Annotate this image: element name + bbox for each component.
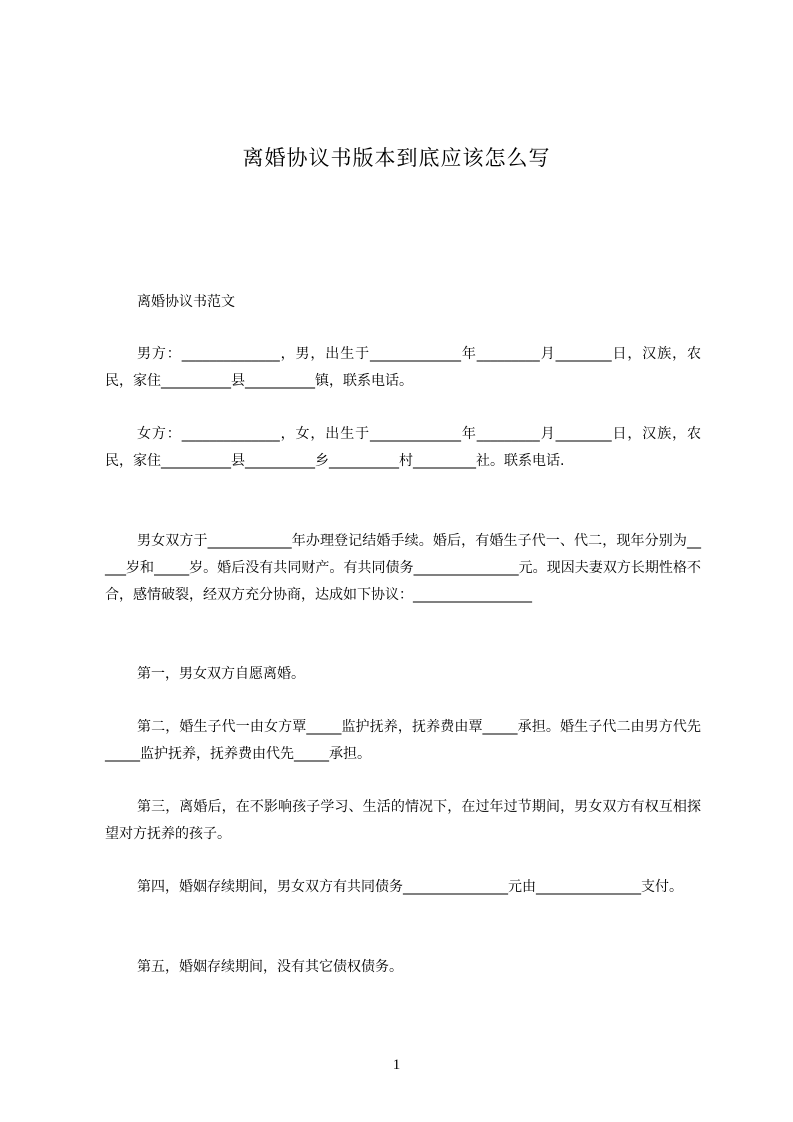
paragraph-male-party: 男方：______________，男，出生于_____________年_________月________日，汉族，农民，家住__________县__________镇，联系电话。 — [105, 346, 701, 389]
paragraph-article-3: 第三，离婚后，在不影响孩子学习、生活的情况下，在过年过节期间，男女双方有权互相探望对方抚养的孩子。 — [105, 799, 701, 842]
paragraph-female-party: 女方：______________，女，出生于_____________年_________月________日，汉族，农民，家住__________县__________乡__________村_________社。联系电话. — [105, 426, 701, 469]
page-number: 1 — [392, 1057, 401, 1073]
paragraph-article-4: 第四，婚姻存续期间，男女双方有共同债务_______________元由_______________支付。 — [137, 879, 683, 895]
paragraph-marriage-info: 男女双方于____________年办理登记结婚手续。婚后，有婚生子代一、代二，现年分别为_____岁和_____岁。婚后没有共同财产。有共同债务_______________元。现因夫妻双方长期性格不合，感情破裂，经双方充分协商，达成如下协议：_________________ — [105, 533, 701, 603]
paragraph-article-5: 第五，婚姻存续期间，没有其它债权债务。 — [137, 959, 403, 975]
document-title: 离婚协议书版本到底应该怎么写 — [242, 146, 551, 170]
paragraph-article-2: 第二，婚生子代一由女方覃_____监护抚养，抚养费由覃_____承担。婚生子代二由男方代先_____监护抚养，抚养费由代先_____承担。 — [105, 719, 701, 762]
paragraph-article-1: 第一，男女双方自愿离婚。 — [137, 666, 305, 682]
paragraph-heading: 离婚协议书范文 — [137, 294, 235, 310]
